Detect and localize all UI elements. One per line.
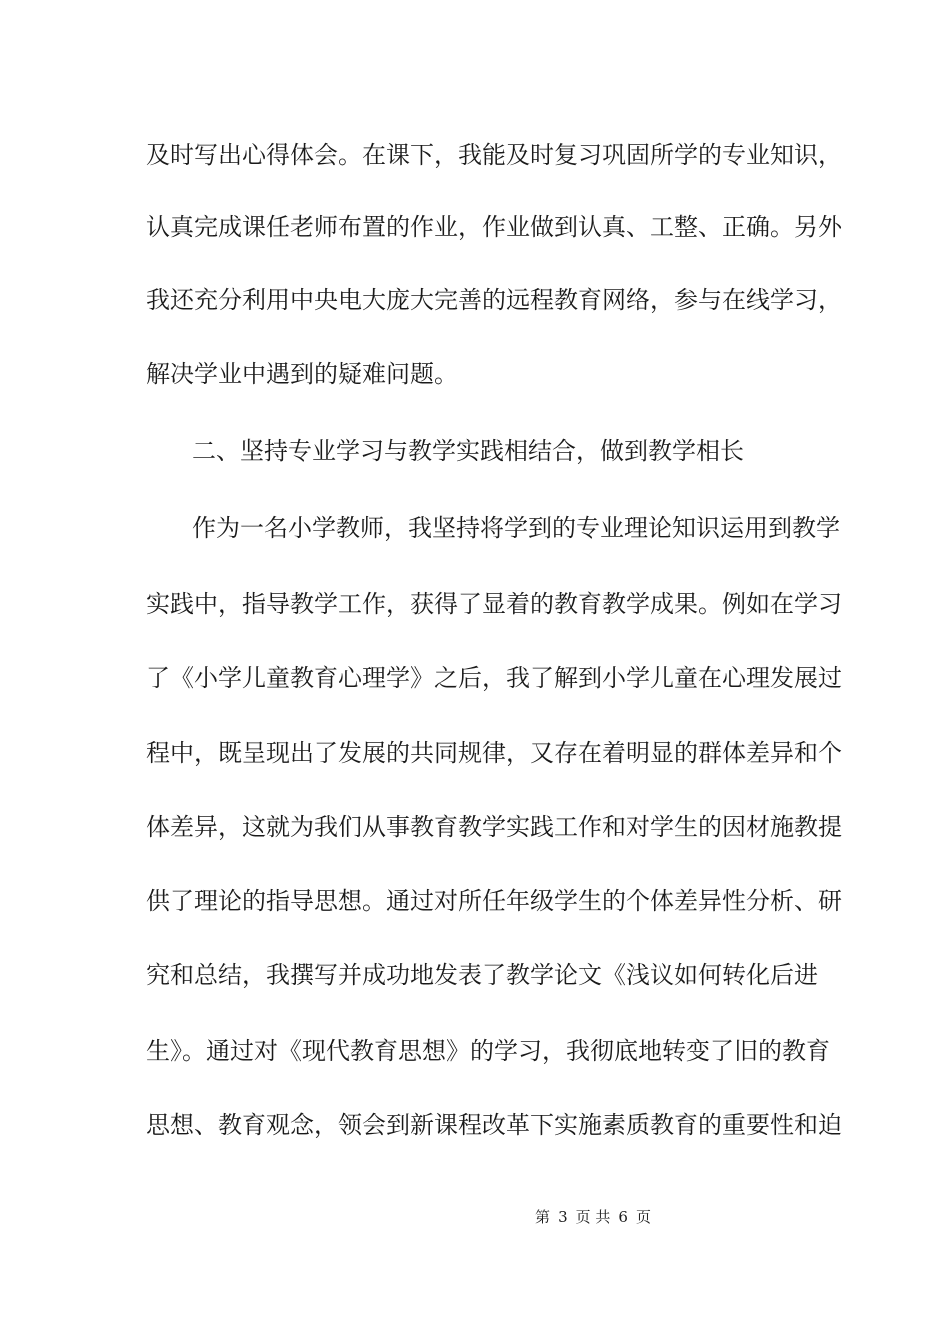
paragraph-line: 程中，既呈现出了发展的共同规律，又存在着明显的群体差异和个 xyxy=(146,739,842,767)
footer-suffix: 页 xyxy=(635,1208,651,1226)
total-pages-number: 6 xyxy=(618,1208,628,1226)
section-heading: 二、坚持专业学习与教学实践相结合，做到教学相长 xyxy=(192,437,744,465)
paragraph-line: 究和总结，我撰写并成功地发表了教学论文《浅议如何转化后进 xyxy=(146,961,818,989)
current-page-number: 3 xyxy=(558,1208,568,1226)
paragraph-line: 思想、教育观念，领会到新课程改革下实施素质教育的重要性和迫 xyxy=(146,1111,842,1139)
footer-middle: 页 共 xyxy=(575,1208,611,1226)
paragraph-line: 及时写出心得体会。在课下，我能及时复习巩固所学的专业知识， xyxy=(146,141,842,169)
paragraph-line: 供了理论的指导思想。通过对所任年级学生的个体差异性分析、研 xyxy=(146,887,842,915)
paragraph-line: 认真完成课任老师布置的作业，作业做到认真、工整、正确。另外 xyxy=(146,213,842,241)
page-footer xyxy=(0,1207,950,1227)
paragraph-line: 了《小学儿童教育心理学》之后，我了解到小学儿童在心理发展过 xyxy=(146,664,842,692)
paragraph-line: 生》。通过对《现代教育思想》的学习，我彻底地转变了旧的教育 xyxy=(146,1037,830,1065)
paragraph-line: 作为一名小学教师，我坚持将学到的专业理论知识运用到教学 xyxy=(192,514,840,542)
paragraph-line: 解决学业中遇到的疑难问题。 xyxy=(146,360,458,388)
paragraph-line: 我还充分利用中央电大庞大完善的远程教育网络，参与在线学习， xyxy=(146,286,842,314)
footer-prefix: 第 xyxy=(535,1208,551,1226)
paragraph-line: 实践中，指导教学工作，获得了显着的教育教学成果。例如在学习 xyxy=(146,590,842,618)
paragraph-line: 体差异，这就为我们从事教育教学实践工作和对学生的因材施教提 xyxy=(146,813,842,841)
